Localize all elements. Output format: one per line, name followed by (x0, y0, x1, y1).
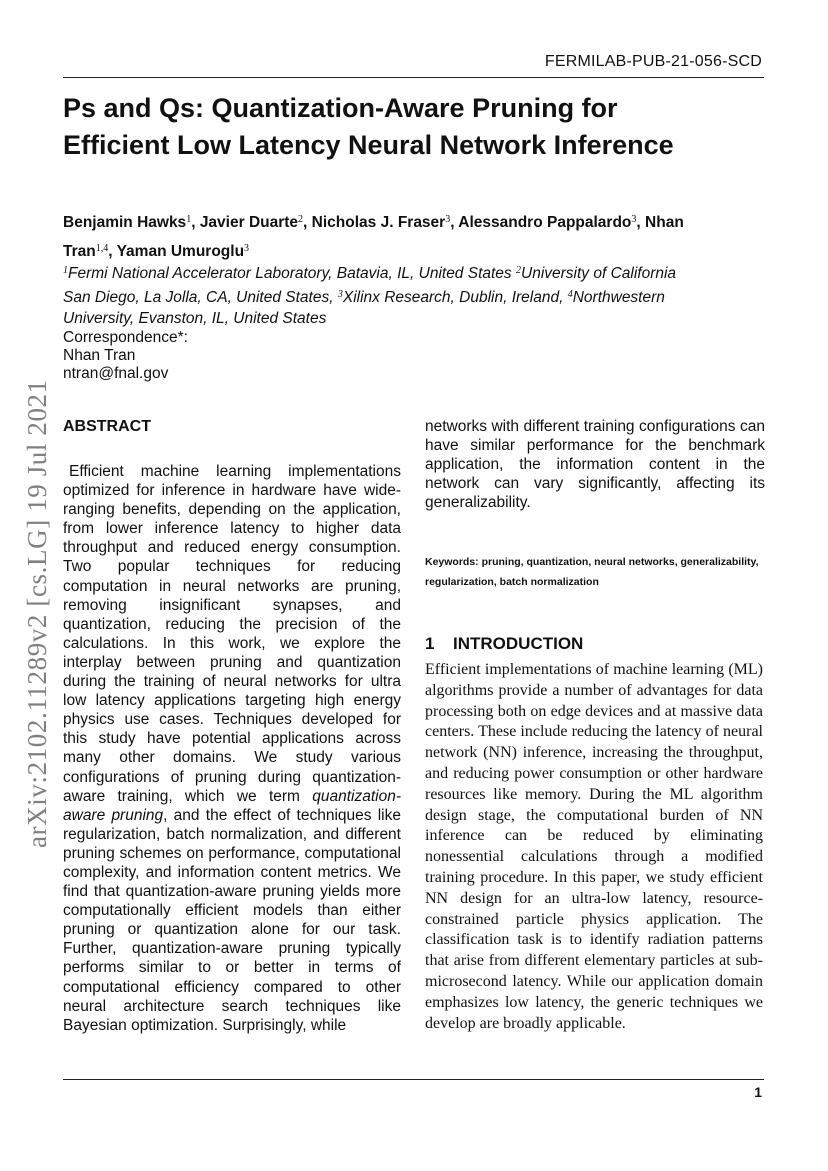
author-affiliation-mark: 3 (631, 214, 637, 225)
section-title: INTRODUCTION (453, 634, 584, 653)
footer-rule (63, 1079, 764, 1080)
author-name: Alessandro Pappalardo (458, 214, 632, 231)
abstract-text: , and the effect of techniques like regularization, batch normalization, and different pruning schemes on performance, computational complexity, and information content metrics. We find that quantization-aware pruning yields more computationally efficient models than either pruning or quantization alone for our task. Further, quantization-aware pruning typically performs similar to or better in terms of computational efficiency compared to other neural architecture search techniques like Bayesian optimization. Surprisingly, while (63, 806, 402, 1034)
affiliation-text: Fermi National Accelerator Laboratory, Batavia, IL, United States (68, 265, 516, 282)
abstract-text-column-2: networks with different training configurations can have similar performance for the benchmark application, the information content in the network can vary significantly, affecting its generalizability. (425, 418, 765, 512)
paper-title: Ps and Qs: Quantization-Aware Pruning for Efficient Low Latency Neural Network Inference (63, 93, 674, 160)
page-number: 1 (754, 1084, 762, 1100)
author-affiliation-mark: 3 (445, 214, 451, 225)
abstract-text-column-1 (63, 462, 401, 1035)
correspondence-email[interactable]: ntran@fnal.gov (63, 365, 169, 382)
author-name: Yaman Umuroglu (116, 243, 245, 260)
affiliation-text: University of California San Diego, La Jolla, CA, United States, (63, 265, 677, 306)
author-name: Nicholas J. Fraser (311, 214, 446, 231)
section-number: 1 (425, 634, 435, 653)
keywords: Keywords: pruning, quantization, neural networks, generalizability, regularization, batch normalization (425, 556, 759, 588)
affiliation-text: Northwestern University, Evanston, IL, United States (63, 289, 665, 327)
affiliation-mark: 2 (516, 265, 521, 276)
affiliation-text: Xilinx Research, Dublin, Ireland, (342, 289, 568, 306)
abstract-heading: ABSTRACT (63, 418, 151, 435)
author-name: Javier Duarte (199, 214, 299, 231)
abstract-emphasis: quantization-aware pruning (63, 787, 401, 824)
author-affiliation-mark: 1,4 (95, 243, 109, 254)
abstract-text: Efficient machine learning implementations optimized for inference in hardware have wide-ranging benefits, depending on the application, from lower inference latency to higher data throughput and reduced energy consumption. Two popular techniques for reducing computation in neural networks are pruning, removing insignificant synapses, and quantization, reducing the precision of the calculations. In this work, we explore the interplay between pruning and quantization during the training of neural networks for ultra low latency applications targeting high energy physics use cases. Techniques developed for this study have potential applications across many other domains. We study various configurations of pruning during quantization-aware training, which we term (63, 463, 401, 805)
author-separator: , (450, 214, 459, 231)
author-name: Benjamin Hawks (63, 214, 187, 231)
affiliations (63, 260, 703, 329)
correspondence-block (63, 329, 188, 383)
author-list (63, 207, 703, 265)
header-rule (63, 77, 764, 78)
author-separator: , (191, 214, 200, 231)
author-affiliation-mark: 1 (186, 214, 192, 225)
introduction-text: Efficient implementations of machine learning (ML) algorithms provide a number of advantages for data processing both on edge devices and at massive data centers. These include reducing the latency of neural network (NN) inference, increasing the throughput, and reducing power consumption or other hardware resources like memory. During the ML algorithm design stage, the computational burden of NN inference can be reduced by eliminating nonessential calculations through a modified training procedure. In this paper, we study efficient NN design for an ultra-low latency, resource-constrained particle physics application. The classification task is to identify radiation patterns that arise from different elementary particles at sub-microsecond latency. While our application domain emphasizes low latency, the generic techniques we develop are broadly applicable. (425, 661, 763, 1032)
author-separator: , (636, 214, 646, 231)
correspondence-label: Correspondence*: (63, 329, 188, 346)
author-affiliation-mark: 2 (298, 214, 304, 225)
section-heading (425, 634, 583, 654)
affiliation-mark: 3 (337, 289, 343, 300)
arxiv-stamp: arXiv:2102.11289v2 [cs.LG] 19 Jul 2021 (22, 379, 52, 848)
author-separator: , (303, 214, 312, 231)
author-affiliation-mark: 3 (244, 243, 250, 254)
correspondence-name: Nhan Tran (63, 347, 136, 364)
affiliation-mark: 1 (63, 265, 68, 276)
author-name: Nhan Tran (63, 214, 684, 260)
author-separator: , (108, 243, 117, 260)
affiliation-mark: 4 (567, 289, 573, 300)
report-number: FERMILAB-PUB-21-056-SCD (544, 53, 762, 70)
